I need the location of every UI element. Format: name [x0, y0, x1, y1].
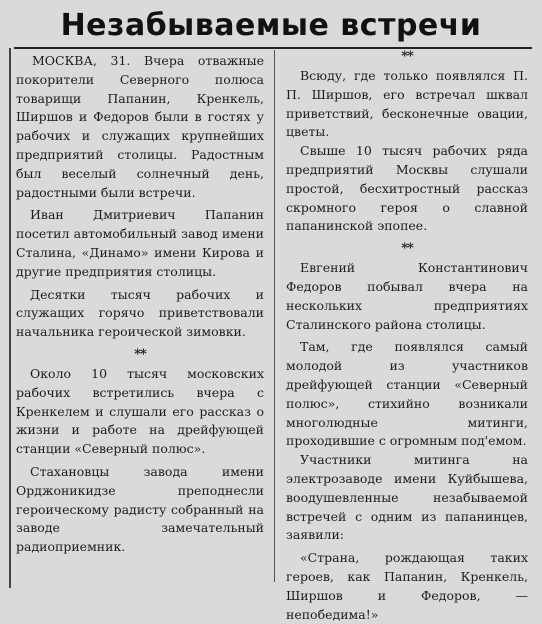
left-column — [16, 52, 264, 557]
article-paragraph-1: МОСКВА, 31. Вчера отважные покорители Северного полюса товарищи Папанин, Кренкель, Ширшов и Федоров были в гостях у рабочих и служащих крупнейших предприятий столицы. Радостным был веселый солнечный день, радостными были встречи. — [16, 53, 264, 200]
column-divider — [274, 50, 275, 582]
article-paragraph-4: Около 10 тысяч московских рабочих встретились вчера с Кренкелем и слушали его рассказ о жизни и работе на дрейфующей станции «Северный полюс». — [16, 365, 264, 457]
section-separator: ** — [134, 346, 146, 362]
headline-rule — [14, 47, 532, 49]
article-paragraph-6: Всюду, где только появлялся П. П. Ширшов, его встречал шквал приветствий, бесконечные овации, цветы. — [286, 68, 528, 140]
section-separator: ** — [401, 49, 413, 64]
headline: Незабываемые встречи — [60, 8, 482, 43]
article-paragraph-3: Десятки тысяч рабочих и служащих горячо приветствовали начальника героической зимовки. — [16, 286, 264, 340]
article-paragraph-9: Там, где появлялся самый молодой из участников дрейфующей станции «Северный полюс», стихийно возникали многолюдные митинги, проходившие с огромным под'емом. — [286, 339, 528, 449]
section-separator: ** — [401, 241, 413, 257]
article-paragraph-5: Стахановцы завода имени Орджоникидзе преподнесли героическому радисту собранный на заводе замечательный радиоприемник. — [16, 463, 264, 555]
right-column — [286, 49, 528, 624]
article-paragraph-10: Участники митинга на электрозаводе имени Куйбышева, воодушевленные незабываемой встречей с одним из папанинцев, заявили: — [286, 452, 528, 543]
article-paragraph-2: Иван Дмитриевич Папанин посетил автомобильный завод имени Сталина, «Динамо» имени Кирова и другие предприятия столицы. — [16, 207, 264, 279]
article-paragraph-11: «Страна, рождающая таких героев, как Папанин, Кренкель, Ширшов и Федоров, — непобедима!» — [286, 550, 528, 622]
article-paragraph-7: Свыше 10 тысяч рабочих ряда предприятий Москвы слушали простой, бесхитростный рассказ скромного героя о славной папанинской эпопее. — [286, 143, 528, 234]
left-border-rule — [9, 48, 11, 588]
article-paragraph-8: Евгений Константинович Федоров побывал вчера на нескольких предприятиях Сталинского района столицы. — [286, 260, 528, 332]
